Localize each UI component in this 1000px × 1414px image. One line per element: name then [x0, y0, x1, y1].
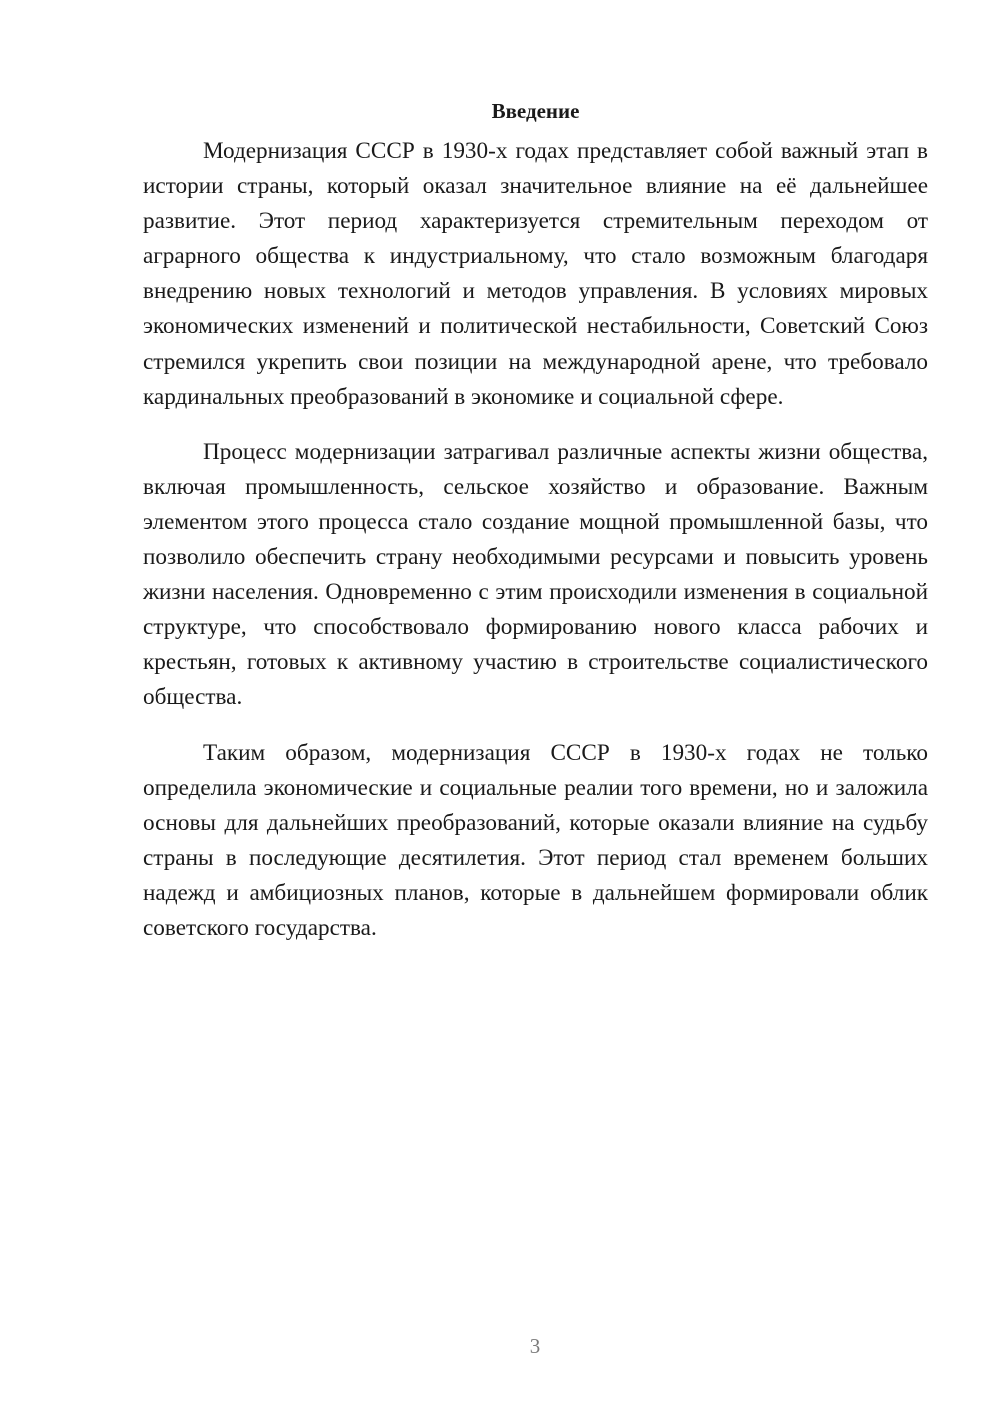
section-title: Введение: [491, 99, 580, 123]
paragraph-1: Модернизация СССР в 1930-х годах представляет собой важный этап в истории страны, который оказал значительное влияние на её дальнейшее развитие. Этот период характеризуется стремительным переходом от аграрного общества к индустриальному, что стало возможным благодаря внедрению новых технологий и методов управления. В условиях мировых экономических изменений и политической нестабильности, Советский Союз стремился укрепить свои позиции на международной арене, что требовало кардинальных преобразований в экономике и социальной сфере.: [143, 138, 928, 410]
page-number: 3: [529, 1334, 541, 1358]
paragraph-2: Процесс модернизации затрагивал различные аспекты жизни общества, включая промышленность, сельское хозяйство и образование. Важным элементом этого процесса стало создание мощной промышленной базы, что позволило обеспечить страну необходимыми ресурсами и повысить уровень жизни населения. Одновременно с этим происходили изменения в социальной структуре, что способствовало формированию нового класса рабочих и крестьян, готовых к активному участию в строительстве социалистического общества.: [143, 438, 928, 711]
paragraph-3: Таким образом, модернизация СССР в 1930-х годах не только определила экономические и социальные реалии того времени, но и заложила основы для дальнейших преобразований, которые оказали влияние на судьбу страны в последующие десятилетия. Этот период стал временем больших надежд и амбициозных планов, которые в дальнейшем формировали облик советского государства.: [143, 739, 928, 941]
page-content: [143, 96, 928, 966]
